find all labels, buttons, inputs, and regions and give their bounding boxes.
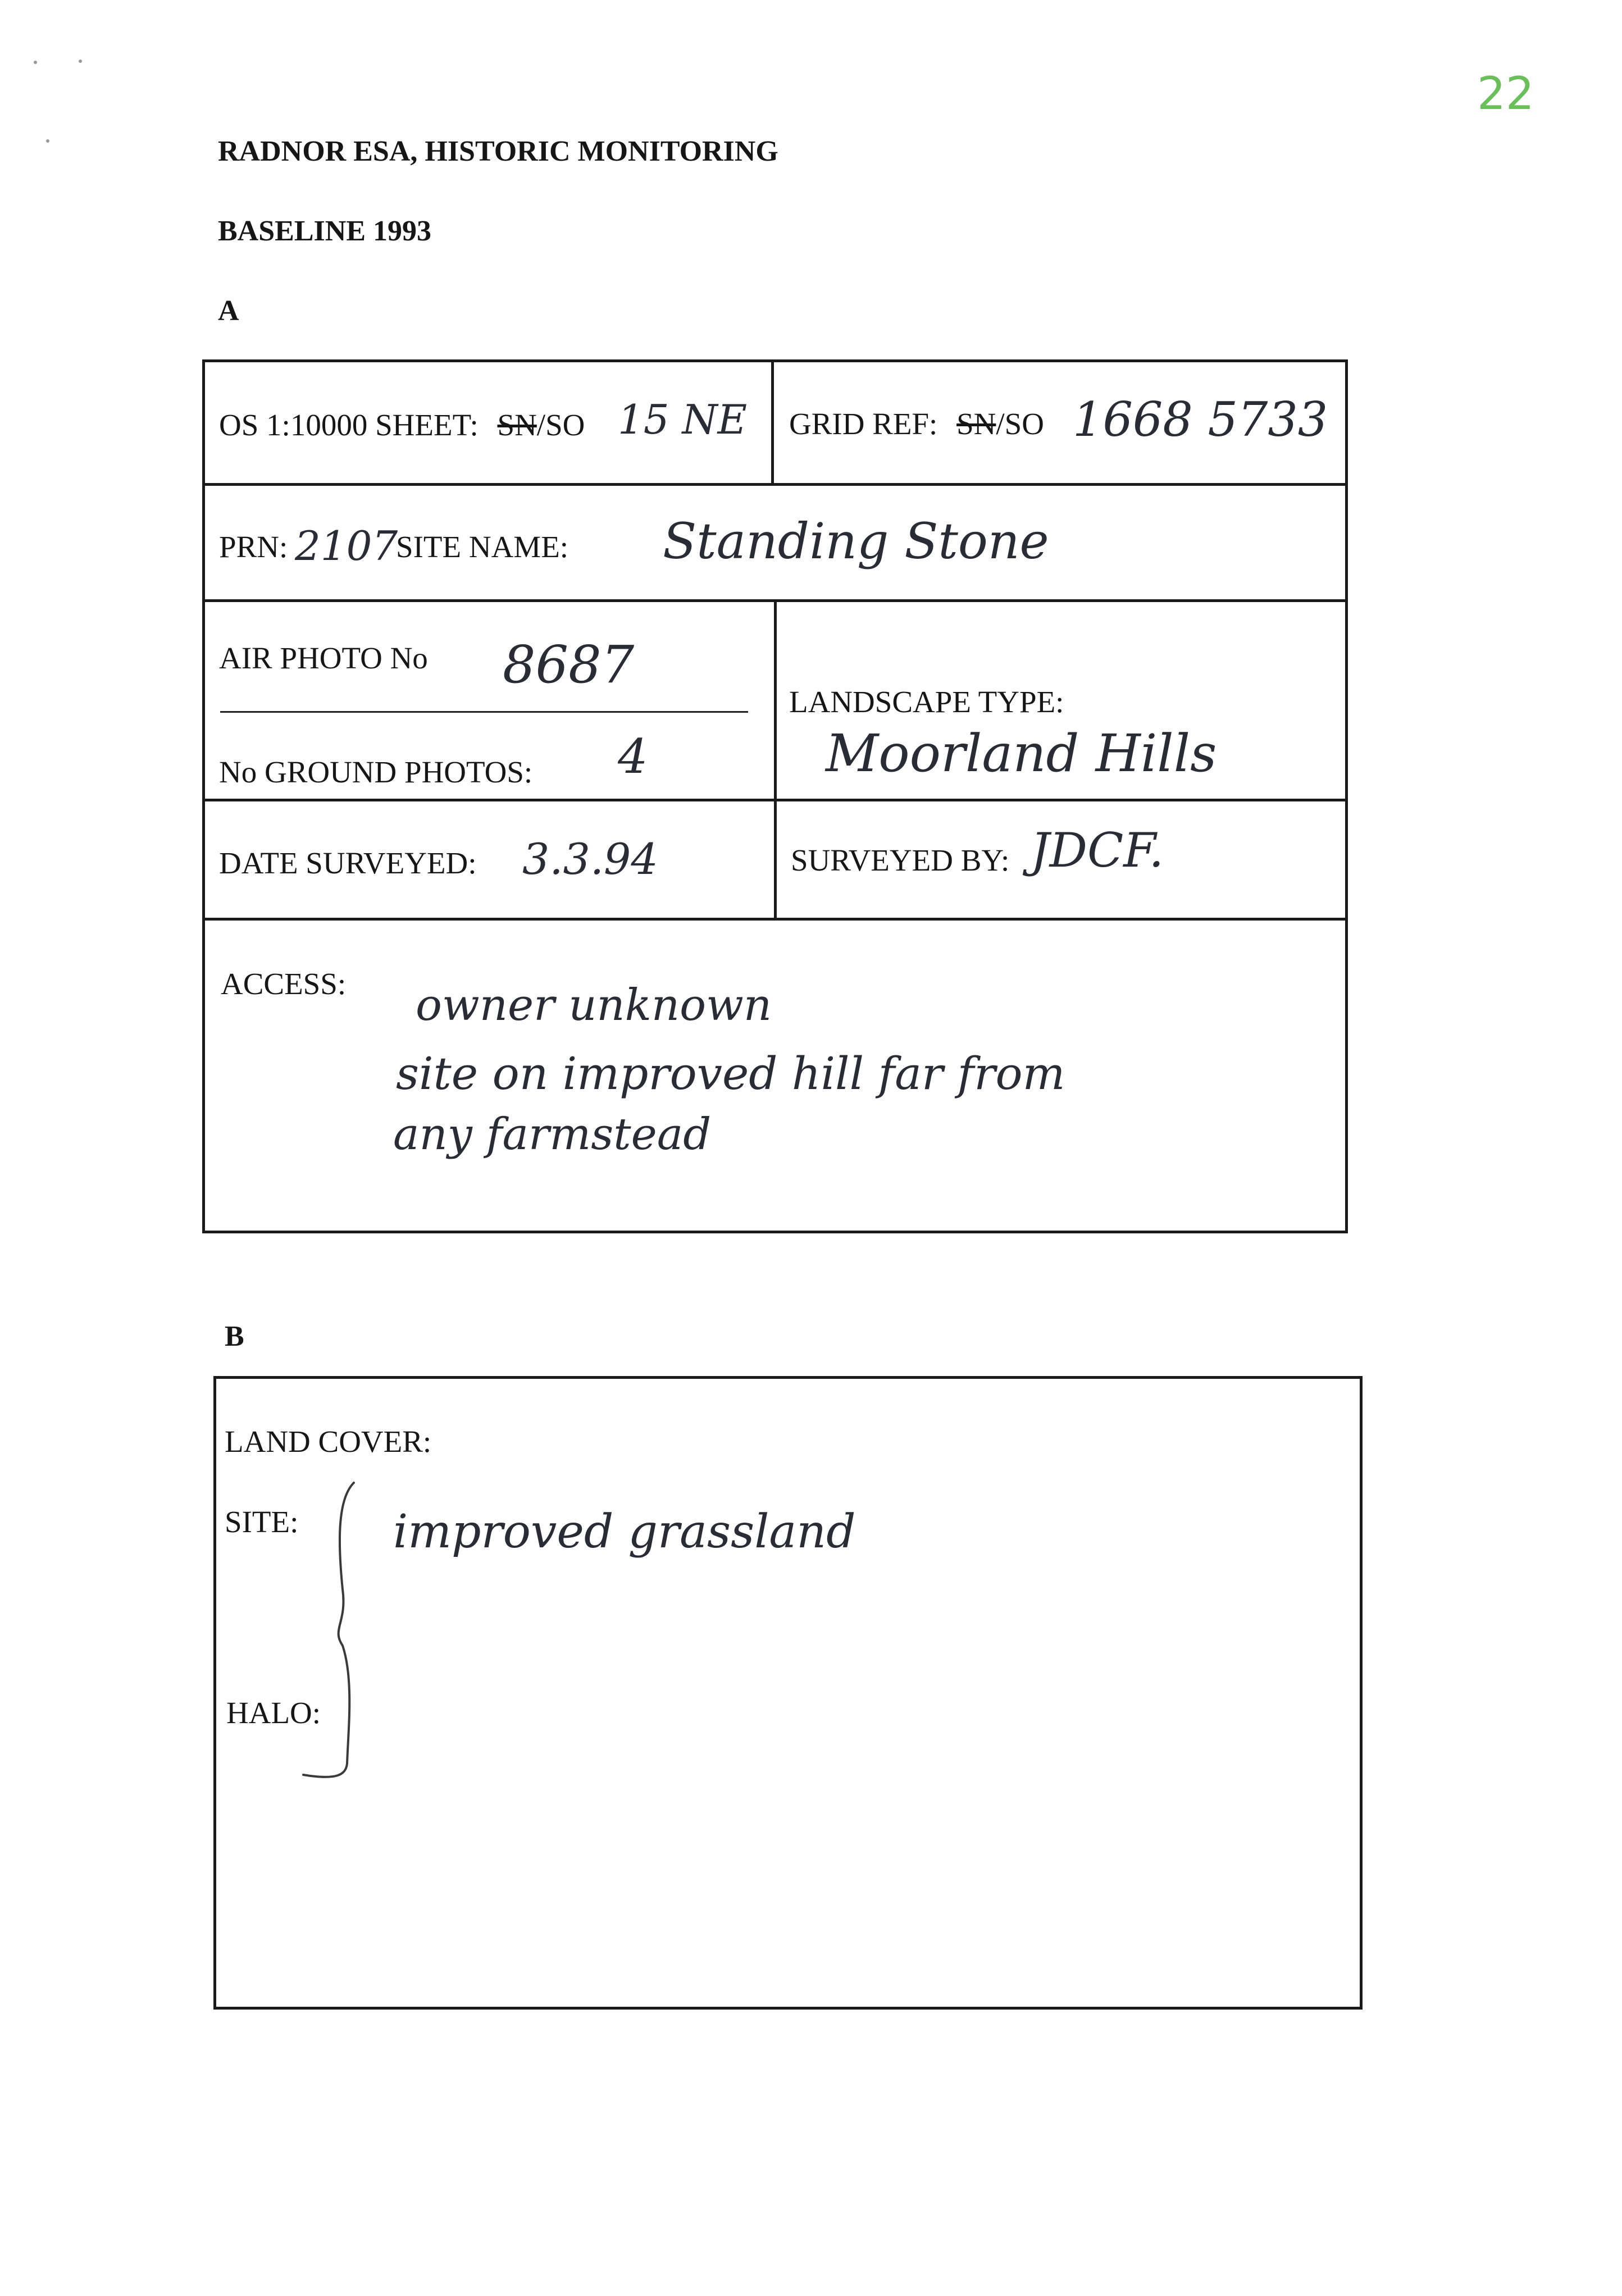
grid-ref-field	[789, 406, 1044, 441]
baseline-label: BASELINE 1993	[218, 215, 431, 247]
scan-speck	[79, 60, 82, 63]
brace-mark	[298, 1477, 365, 1786]
table-divider	[771, 359, 774, 484]
date-surveyed-label: DATE SURVEYED:	[219, 846, 477, 880]
section-b-label: B	[225, 1320, 244, 1352]
site-label: SITE:	[225, 1505, 299, 1539]
os-sheet-struck-prefix: SN	[497, 408, 537, 442]
site-name-label: SITE NAME:	[396, 530, 569, 564]
section-a-label: A	[218, 295, 239, 327]
page-number: 22	[1477, 67, 1534, 120]
os-sheet-prefix: /SO	[536, 408, 585, 442]
table-divider	[774, 599, 777, 918]
date-surveyed-value: 3.3.94	[522, 834, 658, 884]
os-sheet-value: 15 NE	[618, 396, 748, 443]
grid-ref-struck-prefix: SN	[956, 407, 996, 441]
prn-label: PRN:	[219, 530, 288, 564]
ground-photos-label: No GROUND PHOTOS:	[219, 755, 533, 789]
access-line-2: site on improved hill far from	[396, 1047, 1065, 1100]
landscape-type-label: LANDSCAPE TYPE:	[789, 685, 1064, 719]
access-label: ACCESS:	[221, 967, 347, 1001]
os-sheet-field	[219, 407, 585, 443]
section-b-table	[213, 1376, 1363, 2010]
prn-value: 2107	[295, 522, 398, 570]
landscape-type-value: Moorland Hills	[826, 723, 1217, 783]
site-name-value: Standing Stone	[663, 512, 1049, 570]
form-title: RADNOR ESA, HISTORIC MONITORING	[218, 135, 778, 167]
grid-ref-label: GRID REF:	[789, 407, 938, 441]
halo-label: HALO:	[226, 1696, 321, 1730]
air-photo-label: AIR PHOTO No	[219, 641, 428, 675]
grid-ref-value: 1668 5733	[1073, 392, 1328, 447]
scan-speck	[34, 61, 37, 64]
access-line-1: owner unknown	[416, 980, 772, 1031]
grid-ref-prefix: /SO	[996, 407, 1044, 441]
scan-speck	[46, 139, 49, 143]
air-photo-rule	[220, 711, 748, 713]
access-line-3: any farmstead	[393, 1109, 712, 1160]
table-rule	[202, 918, 1348, 921]
surveyed-by-label: SURVEYED BY:	[791, 843, 1010, 877]
ground-photos-value: 4	[618, 729, 648, 784]
table-rule	[202, 483, 1348, 486]
site-land-cover-value: improved grassland	[393, 1505, 856, 1559]
os-sheet-label: OS 1:10000 SHEET:	[219, 408, 479, 442]
land-cover-label: LAND COVER:	[225, 1424, 432, 1459]
surveyed-by-value: JDCF.	[1031, 823, 1164, 878]
air-photo-value: 8687	[503, 635, 635, 695]
